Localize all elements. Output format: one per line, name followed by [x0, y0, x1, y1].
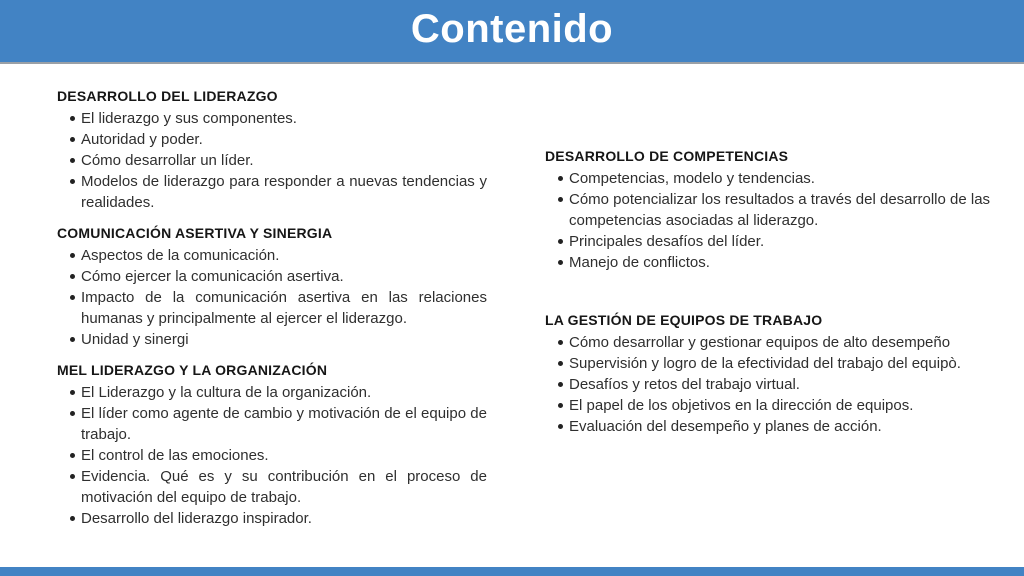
list-item: El Liderazgo y la cultura de la organización.: [70, 382, 487, 403]
bullet-list: [545, 168, 1004, 273]
section-heading: DESARROLLO DEL LIDERAZGO: [57, 88, 278, 104]
list-item: Evidencia. Qué es y su contribución en el proceso de motivación del equipo de trabajo.: [70, 466, 487, 508]
list-item: Supervisión y logro de la efectividad del trabajo del equipò.: [558, 353, 1004, 374]
list-item: Cómo desarrollar y gestionar equipos de alto desempeño: [558, 332, 1004, 353]
list-item: Autoridad y poder.: [70, 129, 487, 150]
list-item: El líder como agente de cambio y motivación de el equipo de trabajo.: [70, 403, 487, 445]
list-item: Cómo desarrollar un líder.: [70, 150, 487, 171]
section-liderazgo-organizacion: [57, 361, 487, 529]
list-item: Cómo ejercer la comunicación asertiva.: [70, 266, 487, 287]
list-item: Modelos de liderazgo para responder a nuevas tendencias y realidades.: [70, 171, 487, 213]
list-item: Evaluación del desempeño y planes de acción.: [558, 416, 1004, 437]
list-item: El control de las emociones.: [70, 445, 487, 466]
list-item: Desarrollo del liderazgo inspirador.: [70, 508, 487, 529]
section-heading: DESARROLLO DE COMPETENCIAS: [545, 148, 789, 164]
bullet-list: [57, 382, 487, 529]
section-heading: COMUNICACIÓN ASERTIVA Y SINERGIA: [57, 225, 333, 241]
list-item: El papel de los objetivos en la dirección de equipos.: [558, 395, 1004, 416]
slide-header: [0, 0, 1024, 64]
list-item: Cómo potencializar los resultados a través del desarrollo de las competencias asociadas al liderazgo.: [558, 189, 1004, 231]
list-item: Principales desafíos del líder.: [558, 231, 1004, 252]
page-title: Contenido: [410, 7, 614, 51]
list-item: Desafíos y retos del trabajo virtual.: [558, 374, 1004, 395]
list-item: Impacto de la comunicación asertiva en las relaciones humanas y principalmente al ejercer el liderazgo.: [70, 287, 487, 329]
section-desarrollo-del-liderazgo: [57, 87, 487, 213]
content-column-left: [57, 87, 487, 540]
bullet-list: [545, 332, 1004, 437]
bullet-list: [57, 108, 487, 213]
section-comunicacion-asertiva: [57, 224, 487, 350]
list-item: Aspectos de la comunicación.: [70, 245, 487, 266]
list-item: Competencias, modelo y tendencias.: [558, 168, 1004, 189]
section-desarrollo-competencias: [545, 147, 1004, 273]
section-gestion-equipos: [545, 311, 1004, 437]
section-heading: MEL LIDERAZGO Y LA ORGANIZACIÓN: [57, 362, 328, 378]
content-column-right: [545, 147, 1004, 475]
list-item: Manejo de conflictos.: [558, 252, 1004, 273]
bullet-list: [57, 245, 487, 350]
list-item: El liderazgo y sus componentes.: [70, 108, 487, 129]
list-item: Unidad y sinergi: [70, 329, 487, 350]
footer-bar: [0, 567, 1024, 576]
section-heading: LA GESTIÓN DE EQUIPOS DE TRABAJO: [545, 312, 823, 328]
